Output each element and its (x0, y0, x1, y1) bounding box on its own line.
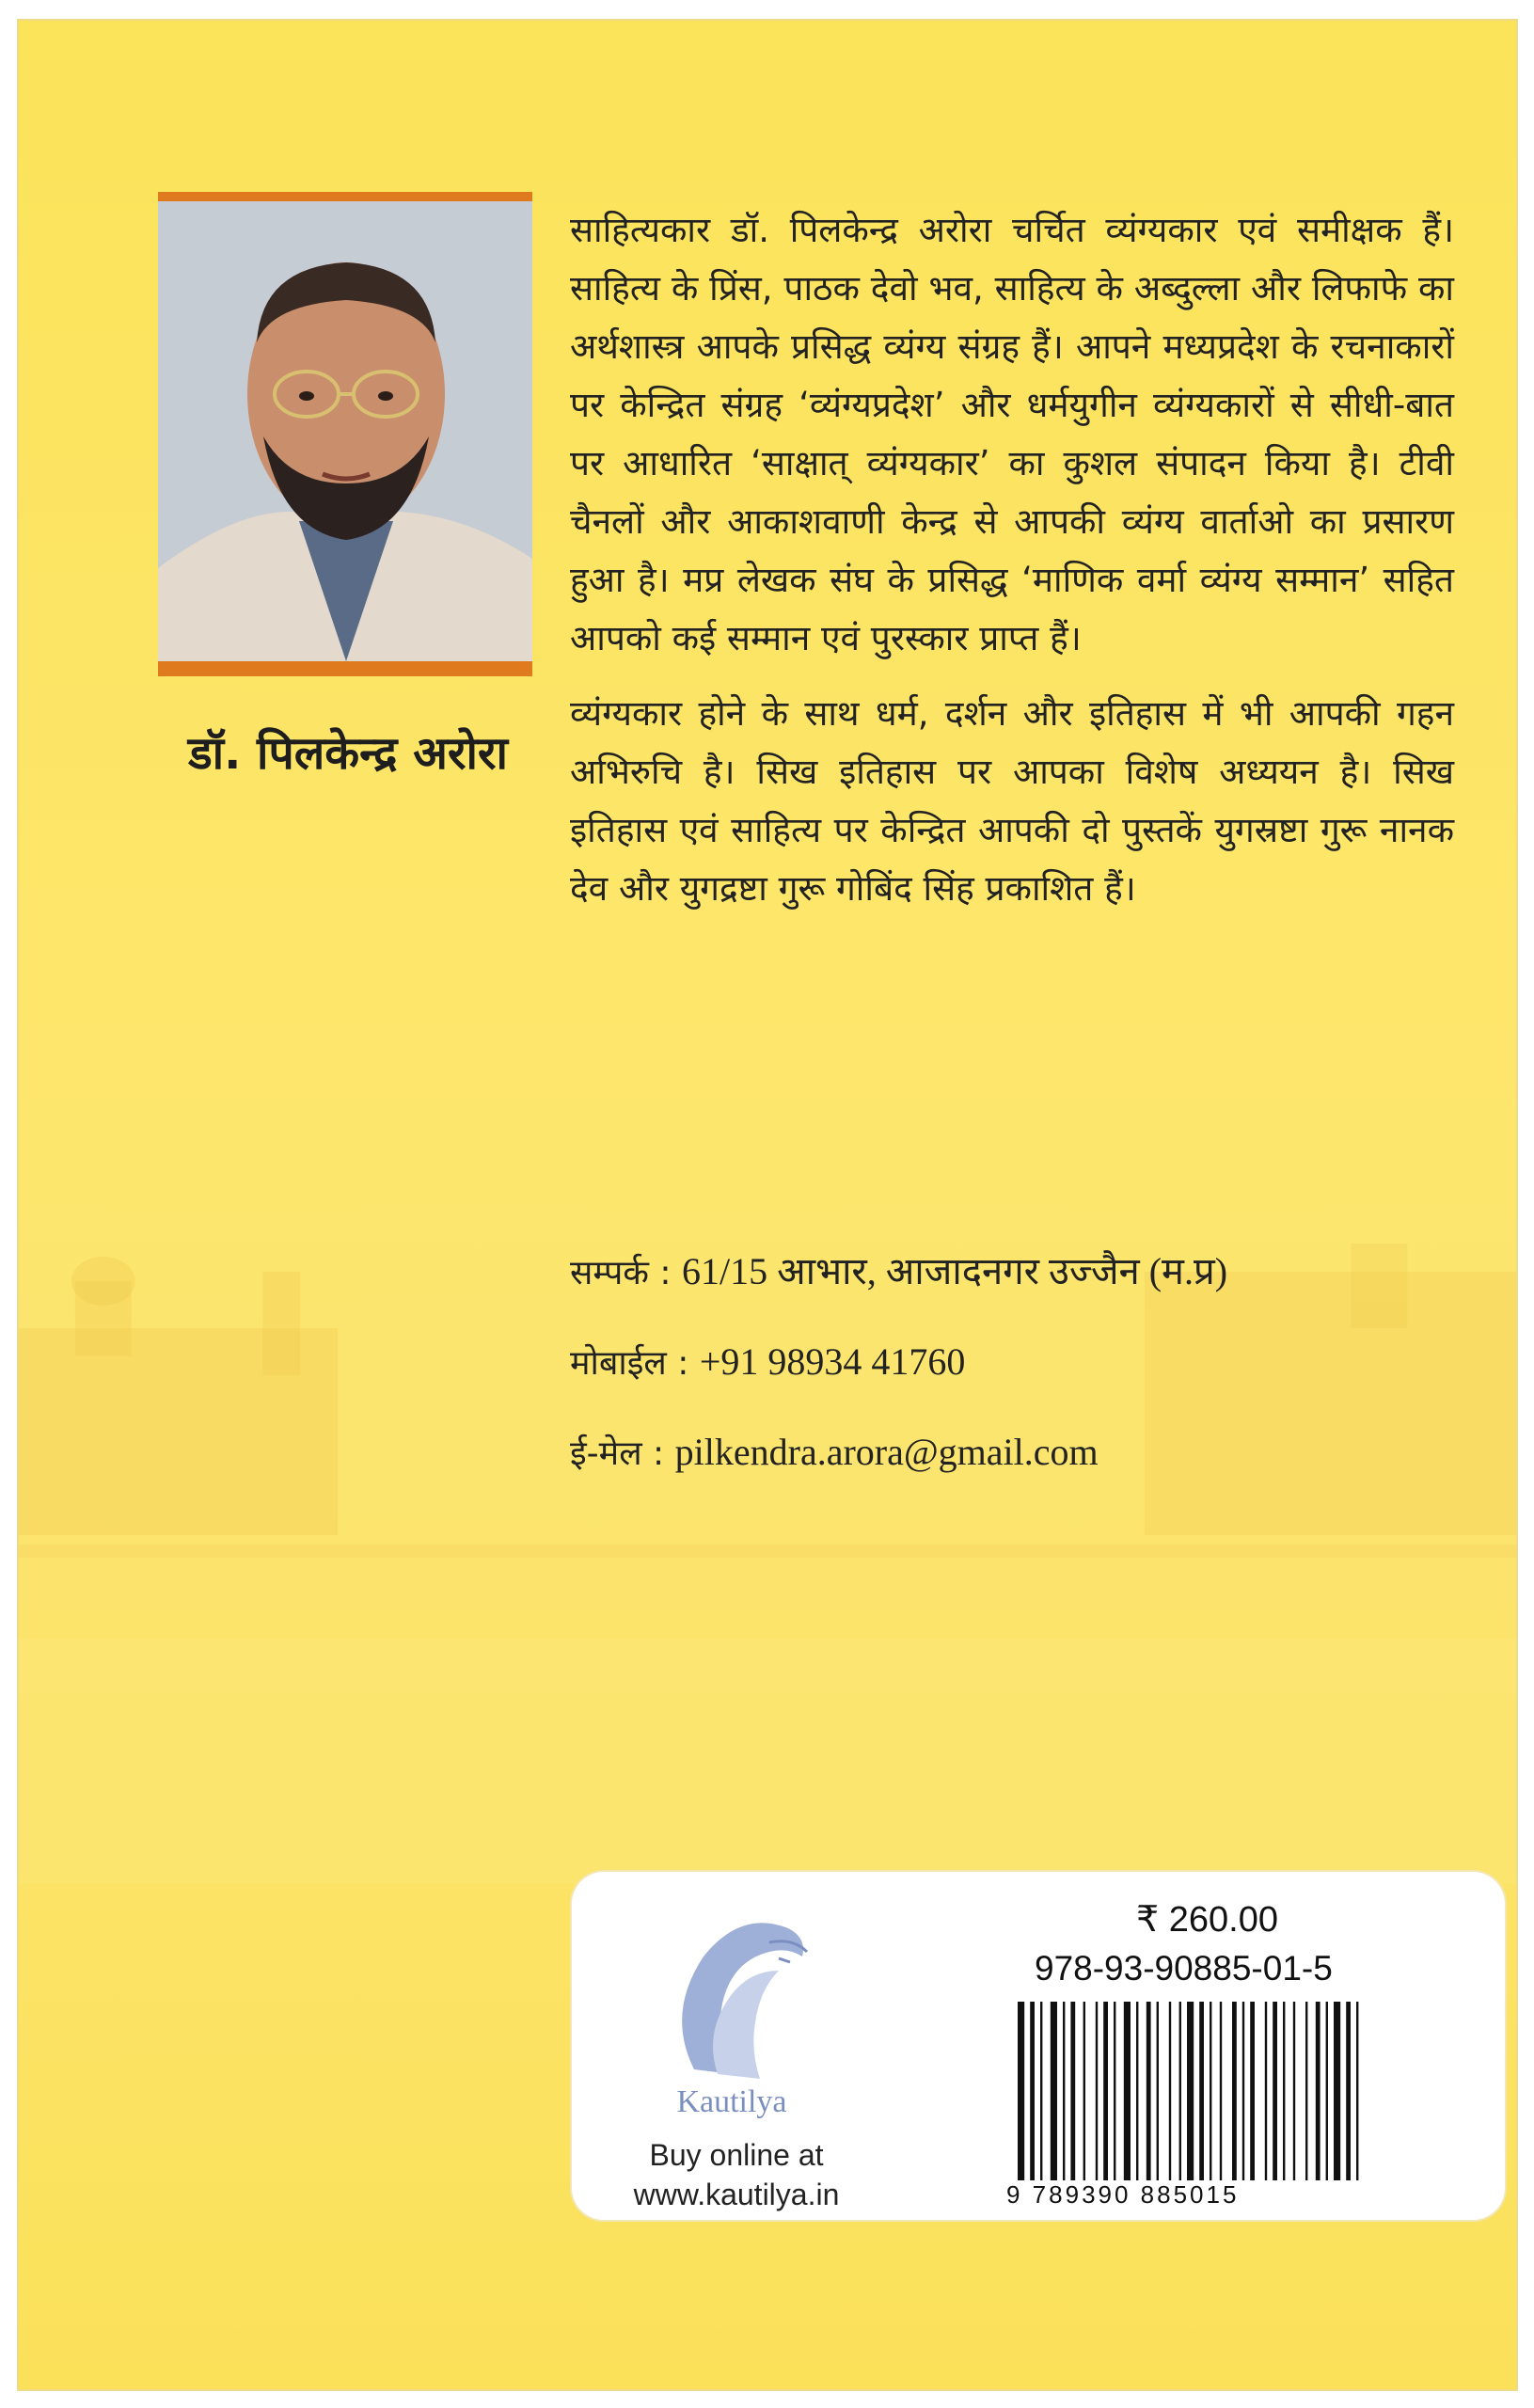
mobile-label: मोबाईल : (570, 1344, 689, 1383)
barcode-icon (1014, 2002, 1418, 2180)
author-photo (158, 192, 532, 676)
price-barcode-panel (572, 1872, 1505, 2220)
publisher-logo-area (628, 1900, 910, 2210)
author-biography (570, 201, 1454, 935)
email-label: ई-मेल : (570, 1434, 665, 1473)
bio-paragraph: साहित्यकार डॉ. पिलकेन्द्र अरोरा चर्चित व्यंग्यकार एवं समीक्षक हैं। साहित्य के प्रिंस, पाठक देवो भव, साहित्य के अब्दुल्ला और लिफाफे का अर्थशास्त्र आपके प्रसिद्ध व्यंग्य संग्रह हैं। आपने मध्यप्रदेश के रचनाकारों पर केन्द्रित संग्रह ‘व्यंग्यप्रदेश’ और धर्मयुगीन व्यंग्यकारों से सीधी-बात पर आधारित ‘साक्षात् व्यंग्यकार’ का कुशल संपादन किया है। टीवी चैनलों और आकाशवाणी केन्द्र से आपकी व्यंग्य वार्ताओ का प्रसारण हुआ है। मप्र लेखक संघ के प्रसिद्ध ‘माणिक वर्मा व्यंग्य सम्मान’ सहित आपको कई सम्मान एवं पुरस्कार प्राप्त हैं। (570, 210, 1454, 658)
buy-online-line: Buy online at (649, 2138, 824, 2172)
buy-online-text (628, 2135, 845, 2214)
address-label: सम्पर्क : (570, 1254, 672, 1292)
isbn-number: 978-93-90885-01-5 (1035, 1949, 1333, 1988)
email-value: pilkendra.arora@gmail.com (674, 1431, 1099, 1473)
mobile-line (570, 1334, 1454, 1424)
address-value: 61/15 आभार, आजादनगर उज्जैन (म.प्र) (681, 1250, 1228, 1292)
bio-paragraph: व्यंग्यकार होने के साथ धर्म, दर्शन और इतिहास में भी आपकी गहन अभिरुचि है। सिख इतिहास पर आपका विशेष अध्ययन है। सिख इतिहास एवं साहित्य पर केन्द्रित आपकी दो पुस्तकें युगस्रष्टा गुरू नानक देव और युगद्रष्टा गुरू गोबिंद सिंह प्रकाशित हैं। (570, 693, 1454, 909)
publisher-logo-text: Kautilya (676, 2084, 787, 2119)
address-line (570, 1244, 1454, 1334)
contact-block (570, 1244, 1454, 1514)
publisher-website[interactable]: www.kautilya.in (633, 2178, 840, 2211)
book-price: ₹ 260.00 (1136, 1900, 1278, 1940)
mobile-value: +91 98934 41760 (699, 1340, 966, 1383)
author-name-caption: डॉ. पिलकेन्द्र अरोरा (188, 727, 508, 780)
author-portrait-image (158, 201, 532, 661)
book-back-cover (17, 19, 1518, 2391)
barcode-digits: 9 789390 885015 (1006, 2180, 1240, 2209)
kautilya-logo-icon (628, 1900, 835, 2088)
email-line (570, 1424, 1454, 1514)
